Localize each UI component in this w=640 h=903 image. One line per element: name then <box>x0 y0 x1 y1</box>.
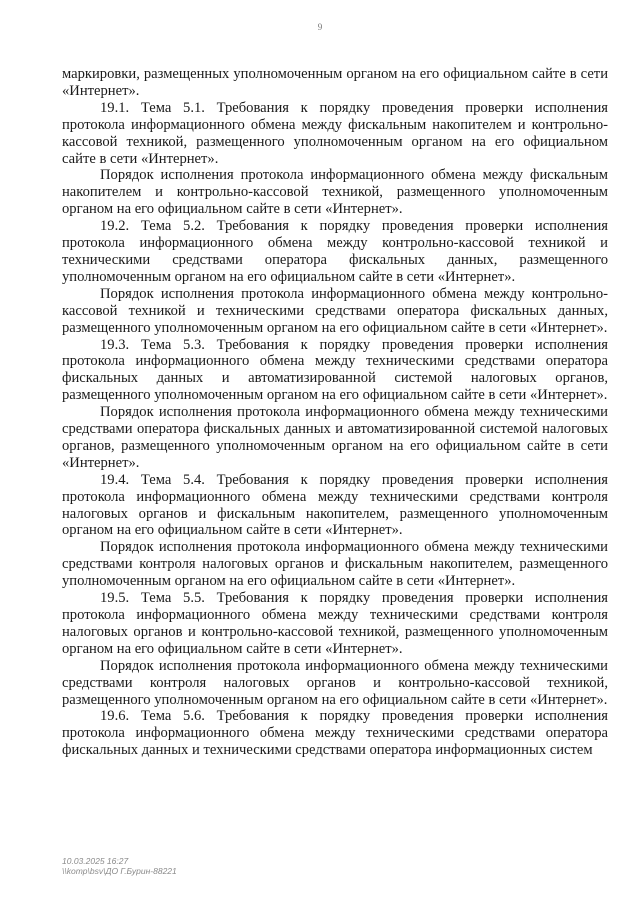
paragraph: 19.2. Тема 5.2. Требования к порядку проведения проверки исполнения протокола информационного обмена между контрольно-кассовой техникой и техническими средствами оператора фискальных данных, размещенного уполномоченным органом на его официальном сайте в сети «Интернет». <box>62 218 608 285</box>
paragraph: Порядок исполнения протокола информационного обмена между контрольно-кассовой техникой и техническими средствами оператора фискальных данных, размещенного уполномоченным органом на его официальном сайте в сети «Интернет». <box>62 285 608 336</box>
paragraph: Порядок исполнения протокола информационного обмена между фискальным накопителем и контрольно-кассовой техникой, размещенного уполномоченным органом на его официальном сайте в сети «Интернет». <box>62 167 608 218</box>
paragraph: 19.3. Тема 5.3. Требования к порядку проведения проверки исполнения протокола информационного обмена между техническими средствами оператора фискальных данных и автоматизированной системой налоговых органов, размещенного уполномоченным органом на его официальном сайте в сети «Интернет». <box>62 336 608 404</box>
footer-file-path: \\komp\bsv\ДО Г.Бурин-88221 <box>62 866 177 876</box>
paragraph: Порядок исполнения протокола информационного обмена между техническими средствами оператора фискальных данных и автоматизированной системой налоговых органов, размещенного уполномоченным органом на его официальном сайте в сети «Интернет». <box>62 404 608 471</box>
page-number: 9 <box>317 22 323 32</box>
paragraph: Порядок исполнения протокола информационного обмена между техническими средствами контроля налоговых органов и контрольно-кассовой техникой, размещенного уполномоченным органом на его официальном сайте в сети «Интернет». <box>62 657 608 708</box>
paragraph: маркировки, размещенных уполномоченным органом на его официальном сайте в сети «Интернет». <box>62 66 608 99</box>
document-body <box>62 66 608 759</box>
paragraph: 19.1. Тема 5.1. Требования к порядку проведения проверки исполнения протокола информационного обмена между фискальным накопителем и контрольно-кассовой техникой, размещенного уполномоченным органом на его официальном сайте в сети «Интернет». <box>62 99 608 167</box>
paragraph: 19.6. Тема 5.6. Требования к порядку проведения проверки исполнения протокола информационного обмена между техническими средствами оператора фискальных данных и техническими средствами оператора информационных систем <box>62 708 608 759</box>
paragraph: Порядок исполнения протокола информационного обмена между техническими средствами контроля налоговых органов и фискальным накопителем, размещенного уполномоченным органом на его официальном сайте в сети «Интернет». <box>62 539 608 590</box>
paragraph: 19.4. Тема 5.4. Требования к порядку проведения проверки исполнения протокола информационного обмена между техническими средствами контроля налоговых органов и фискальным накопителем, размещенного уполномоченным органом на его официальном сайте в сети «Интернет». <box>62 471 608 539</box>
document-footer <box>62 856 177 876</box>
footer-timestamp: 10.03.2025 16:27 <box>62 856 129 866</box>
paragraph: 19.5. Тема 5.5. Требования к порядку проведения проверки исполнения протокола информационного обмена между техническими средствами контроля налоговых органов и контрольно-кассовой техникой, размещенного уполномоченным органом на его официальном сайте в сети «Интернет». <box>62 590 608 657</box>
